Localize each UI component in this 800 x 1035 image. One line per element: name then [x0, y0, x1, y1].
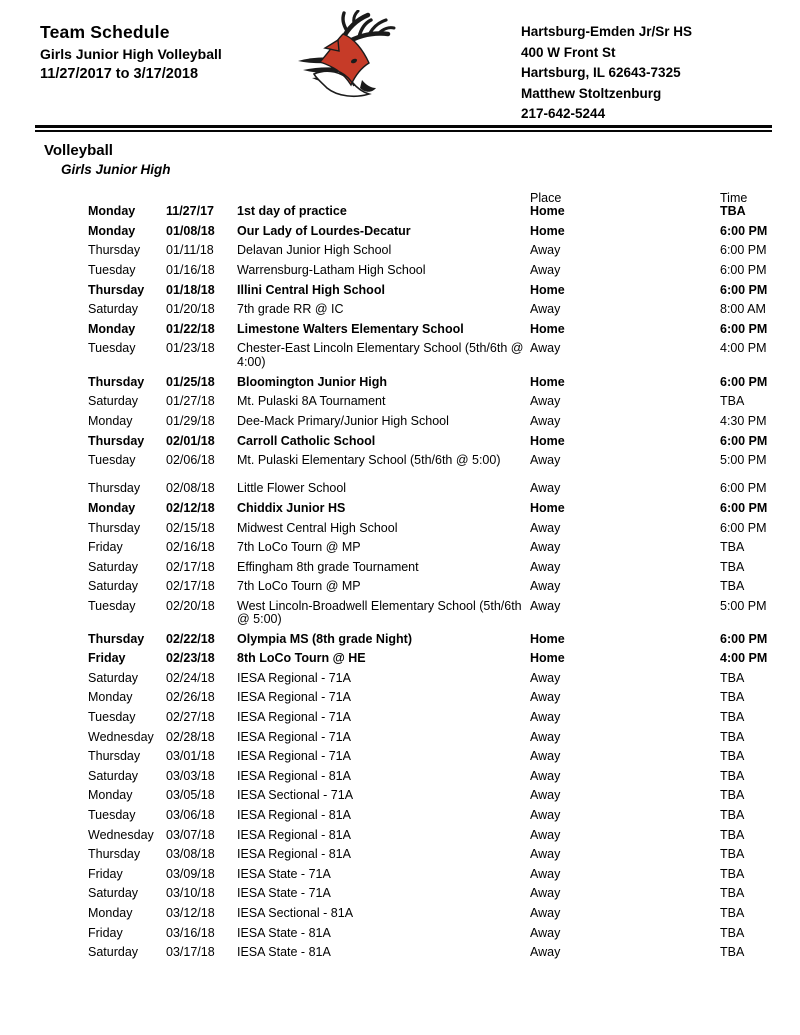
- cell-time: 6:00 PM: [720, 282, 768, 297]
- cell-day: Monday: [88, 690, 133, 705]
- cell-opponent: Bloomington Junior High: [237, 374, 387, 389]
- cell-day: Tuesday: [88, 341, 136, 356]
- cell-date: 02/17/18: [166, 579, 215, 594]
- cell-day: Monday: [88, 500, 136, 515]
- cell-day: Saturday: [88, 302, 139, 317]
- schedule-row: [0, 502, 800, 515]
- cell-place: Away: [530, 394, 561, 409]
- cell-opponent: Illini Central High School: [237, 282, 385, 297]
- schedule-row: [0, 633, 800, 646]
- schedule-row: [0, 284, 800, 297]
- schedule-row: [0, 829, 800, 842]
- cell-time: 8:00 AM: [720, 302, 766, 317]
- cell-date: 03/03/18: [166, 768, 215, 783]
- cell-place: Away: [530, 808, 561, 823]
- cell-opponent: IESA Regional - 71A: [237, 749, 351, 764]
- cell-date: 03/05/18: [166, 788, 215, 803]
- cell-time: TBA: [720, 768, 745, 783]
- cell-date: 02/28/18: [166, 729, 215, 744]
- cell-opponent: IESA Regional - 71A: [237, 690, 351, 705]
- cell-place: Away: [530, 670, 561, 685]
- cell-date: 02/23/18: [166, 651, 215, 666]
- cell-opponent: IESA State - 81A: [237, 925, 331, 940]
- cell-place: Home: [530, 374, 565, 389]
- cell-opponent: Delavan Junior High School: [237, 243, 392, 258]
- cell-place: Away: [530, 540, 561, 555]
- cell-opponent: Mt. Pulaski Elementary School (5th/6th @ 5:00): [237, 453, 501, 468]
- cell-day: Tuesday: [88, 710, 136, 725]
- schedule-row: [0, 376, 800, 389]
- cell-time: TBA: [720, 204, 746, 219]
- schedule-row: [0, 395, 800, 408]
- cell-date: 02/08/18: [166, 481, 215, 496]
- cell-day: Thursday: [88, 243, 141, 258]
- cell-date: 02/12/18: [166, 500, 215, 515]
- cell-time: 4:30 PM: [720, 413, 767, 428]
- cell-place: Home: [530, 500, 565, 515]
- cell-day: Saturday: [88, 559, 139, 574]
- schedule-row: [0, 731, 800, 744]
- cell-opponent: IESA State - 71A: [237, 866, 331, 881]
- cell-date: 02/06/18: [166, 453, 215, 468]
- team-subtitle: Girls Junior High Volleyball: [40, 46, 222, 62]
- schedule-row: [0, 323, 800, 336]
- cell-date: 02/24/18: [166, 670, 215, 685]
- school-name: Hartsburg-Emden Jr/Sr HS: [521, 24, 693, 39]
- school-address: 400 W Front St: [521, 44, 616, 60]
- page-title: Team Schedule: [40, 22, 170, 42]
- cell-opponent: IESA Sectional - 71A: [237, 788, 354, 803]
- cell-place: Away: [530, 413, 561, 428]
- schedule-row: [0, 205, 800, 218]
- cell-opponent: Chester-East Lincoln Elementary School (5th/6th @ 4:00): [237, 341, 524, 369]
- cell-day: Monday: [88, 321, 136, 336]
- cell-opponent: IESA Sectional - 81A: [237, 906, 354, 921]
- cell-time: TBA: [720, 847, 745, 862]
- cell-place: Home: [530, 204, 565, 219]
- school-info-block: [521, 22, 692, 125]
- cell-opponent: 7th LoCo Tourn @ MP: [237, 579, 361, 594]
- cell-place: Away: [530, 520, 561, 535]
- stag-mascot-logo-icon: [296, 10, 396, 102]
- schedule-row: [0, 750, 800, 763]
- contact-phone: 217-642-5244: [521, 106, 606, 121]
- cell-date: 01/23/18: [166, 341, 215, 356]
- cell-place: Away: [530, 579, 561, 594]
- cell-time: TBA: [720, 906, 745, 921]
- cell-place: Away: [530, 341, 561, 356]
- cell-opponent: Limestone Walters Elementary School: [237, 321, 464, 336]
- cell-time: TBA: [720, 690, 745, 705]
- schedule-row: [0, 809, 800, 822]
- cell-place: Away: [530, 886, 561, 901]
- cell-time: 5:00 PM: [720, 598, 767, 613]
- cell-place: Away: [530, 559, 561, 574]
- schedule-row: [0, 946, 800, 959]
- cell-date: 03/07/18: [166, 827, 215, 842]
- cell-day: Tuesday: [88, 598, 136, 613]
- cell-day: Monday: [88, 906, 133, 921]
- cell-opponent: Little Flower School: [237, 481, 347, 496]
- cell-time: 6:00 PM: [720, 262, 767, 277]
- cell-day: Thursday: [88, 481, 141, 496]
- cell-opponent: Chiddix Junior HS: [237, 500, 346, 515]
- cell-time: 5:00 PM: [720, 453, 767, 468]
- cell-time: 6:00 PM: [720, 321, 768, 336]
- cell-date: 01/08/18: [166, 223, 215, 238]
- cell-day: Thursday: [88, 847, 141, 862]
- cell-place: Away: [530, 866, 561, 881]
- cell-time: TBA: [720, 866, 745, 881]
- cell-day: Saturday: [88, 394, 139, 409]
- cell-date: 03/08/18: [166, 847, 215, 862]
- schedule-row: [0, 244, 800, 257]
- sport-heading: Volleyball: [44, 142, 113, 159]
- cell-day: Monday: [88, 223, 136, 238]
- cell-opponent: Effingham 8th grade Tournament: [237, 559, 419, 574]
- schedule-row: [0, 887, 800, 900]
- cell-day: Wednesday: [88, 729, 154, 744]
- cell-date: 02/26/18: [166, 690, 215, 705]
- cell-place: Away: [530, 598, 561, 613]
- cell-time: TBA: [720, 540, 745, 555]
- cell-time: 6:00 PM: [720, 243, 767, 258]
- cell-time: TBA: [720, 394, 745, 409]
- cell-time: TBA: [720, 670, 745, 685]
- cell-time: 6:00 PM: [720, 374, 768, 389]
- schedule-row: [0, 927, 800, 940]
- team-heading: Girls Junior High: [61, 162, 171, 177]
- cell-day: Tuesday: [88, 453, 136, 468]
- school-city-state-zip: Hartsburg, IL 62643-7325: [521, 65, 681, 80]
- cell-opponent: Midwest Central High School: [237, 520, 398, 535]
- cell-date: 02/16/18: [166, 540, 215, 555]
- cell-day: Tuesday: [88, 262, 136, 277]
- cell-date: 01/16/18: [166, 262, 215, 277]
- cell-opponent: Dee-Mack Primary/Junior High School: [237, 413, 449, 428]
- cell-time: 6:00 PM: [720, 481, 767, 496]
- cell-day: Thursday: [88, 433, 145, 448]
- cell-day: Thursday: [88, 282, 145, 297]
- document-header: [0, 0, 800, 125]
- cell-place: Home: [530, 433, 565, 448]
- double-rule-divider: [35, 125, 772, 132]
- schedule-row: [0, 482, 800, 495]
- cell-time: TBA: [720, 886, 745, 901]
- cell-opponent: 8th LoCo Tourn @ HE: [237, 651, 366, 666]
- cell-place: Home: [530, 631, 565, 646]
- cell-opponent: IESA State - 71A: [237, 886, 331, 901]
- schedule-row: [0, 848, 800, 861]
- cell-date: 03/17/18: [166, 945, 215, 960]
- schedule-table: [0, 192, 800, 959]
- cell-date: 02/15/18: [166, 520, 215, 535]
- cell-date: 02/22/18: [166, 631, 215, 646]
- schedule-row: [0, 907, 800, 920]
- schedule-row: [0, 789, 800, 802]
- col-header-time: Time: [720, 191, 748, 205]
- schedule-row: [0, 711, 800, 724]
- schedule-row: [0, 580, 800, 593]
- cell-place: Away: [530, 925, 561, 940]
- cell-opponent: Olympia MS (8th grade Night): [237, 631, 413, 646]
- cell-place: Away: [530, 749, 561, 764]
- cell-place: Away: [530, 481, 561, 496]
- cell-opponent: IESA Regional - 81A: [237, 808, 351, 823]
- cell-time: 6:00 PM: [720, 223, 768, 238]
- date-range: 11/27/2017 to 3/17/2018: [40, 66, 199, 82]
- schedule-row: [0, 561, 800, 574]
- schedule-row: [0, 225, 800, 238]
- cell-day: Friday: [88, 866, 123, 881]
- cell-place: Away: [530, 302, 561, 317]
- cell-place: Away: [530, 788, 561, 803]
- cell-day: Thursday: [88, 374, 145, 389]
- cell-opponent: 7th LoCo Tourn @ MP: [237, 540, 361, 555]
- cell-date: 03/09/18: [166, 866, 215, 881]
- schedule-row: [0, 264, 800, 277]
- cell-place: Home: [530, 223, 565, 238]
- cell-day: Saturday: [88, 579, 139, 594]
- cell-day: Monday: [88, 204, 136, 219]
- cell-opponent: Mt. Pulaski 8A Tournament: [237, 394, 386, 409]
- schedule-row: [0, 541, 800, 554]
- cell-opponent: Our Lady of Lourdes-Decatur: [237, 223, 411, 238]
- schedule-row: [0, 672, 800, 685]
- cell-time: 4:00 PM: [720, 651, 768, 666]
- cell-time: 4:00 PM: [720, 341, 767, 356]
- cell-time: TBA: [720, 559, 745, 574]
- cell-time: 6:00 PM: [720, 500, 768, 515]
- cell-place: Away: [530, 945, 561, 960]
- cell-time: 6:00 PM: [720, 433, 768, 448]
- cell-place: Away: [530, 243, 561, 258]
- schedule-row: [0, 342, 800, 368]
- cell-day: Monday: [88, 788, 133, 803]
- cell-date: 01/25/18: [166, 374, 215, 389]
- cell-opponent: 1st day of practice: [237, 204, 347, 219]
- schedule-row: [0, 454, 800, 467]
- cell-opponent: 7th grade RR @ IC: [237, 302, 344, 317]
- title-block: [40, 22, 222, 82]
- cell-day: Saturday: [88, 886, 139, 901]
- contact-name: Matthew Stoltzenburg: [521, 85, 662, 101]
- schedule-row: [0, 652, 800, 665]
- cell-time: TBA: [720, 827, 745, 842]
- schedule-row: [0, 600, 800, 626]
- schedule-row: [0, 435, 800, 448]
- cell-opponent: Warrensburg-Latham High School: [237, 262, 426, 277]
- cell-opponent: IESA Regional - 71A: [237, 729, 351, 744]
- cell-place: Home: [530, 321, 565, 336]
- cell-day: Thursday: [88, 749, 141, 764]
- schedule-rows: [0, 205, 800, 959]
- col-header-place: Place: [530, 191, 562, 205]
- cell-date: 03/10/18: [166, 886, 215, 901]
- cell-opponent: IESA Regional - 71A: [237, 710, 351, 725]
- schedule-row: [0, 522, 800, 535]
- schedule-row: [0, 868, 800, 881]
- cell-day: Friday: [88, 651, 126, 666]
- cell-day: Wednesday: [88, 827, 154, 842]
- cell-date: 03/01/18: [166, 749, 215, 764]
- cell-time: TBA: [720, 749, 745, 764]
- cell-opponent: IESA Regional - 81A: [237, 768, 351, 783]
- cell-date: 01/29/18: [166, 413, 215, 428]
- cell-time: TBA: [720, 579, 745, 594]
- cell-place: Away: [530, 827, 561, 842]
- cell-time: TBA: [720, 945, 745, 960]
- cell-place: Away: [530, 690, 561, 705]
- schedule-row: [0, 691, 800, 704]
- cell-date: 03/12/18: [166, 906, 215, 921]
- cell-opponent: IESA State - 81A: [237, 945, 331, 960]
- cell-day: Saturday: [88, 768, 139, 783]
- cell-day: Thursday: [88, 520, 141, 535]
- cell-time: TBA: [720, 925, 745, 940]
- cell-date: 03/16/18: [166, 925, 215, 940]
- cell-time: TBA: [720, 788, 745, 803]
- schedule-row: [0, 303, 800, 316]
- cell-date: 01/11/18: [166, 243, 214, 258]
- cell-date: 02/20/18: [166, 598, 215, 613]
- cell-day: Monday: [88, 413, 133, 428]
- cell-time: TBA: [720, 729, 745, 744]
- cell-date: 11/27/17: [166, 204, 214, 219]
- cell-place: Away: [530, 768, 561, 783]
- cell-place: Away: [530, 847, 561, 862]
- cell-date: 01/22/18: [166, 321, 215, 336]
- cell-day: Tuesday: [88, 808, 136, 823]
- schedule-row: [0, 415, 800, 428]
- cell-date: 01/18/18: [166, 282, 215, 297]
- cell-date: 03/06/18: [166, 808, 215, 823]
- cell-date: 01/27/18: [166, 394, 215, 409]
- cell-opponent: IESA Regional - 81A: [237, 847, 351, 862]
- cell-opponent: IESA Regional - 81A: [237, 827, 351, 842]
- cell-place: Home: [530, 651, 565, 666]
- cell-date: 02/27/18: [166, 710, 215, 725]
- cell-place: Away: [530, 262, 561, 277]
- cell-place: Away: [530, 906, 561, 921]
- cell-time: 6:00 PM: [720, 631, 768, 646]
- cell-place: Away: [530, 710, 561, 725]
- cell-day: Friday: [88, 540, 123, 555]
- cell-day: Friday: [88, 925, 123, 940]
- cell-opponent: West Lincoln-Broadwell Elementary School (5th/6th @ 5:00): [237, 598, 522, 627]
- cell-place: Away: [530, 729, 561, 744]
- cell-place: Away: [530, 453, 561, 468]
- cell-day: Saturday: [88, 945, 139, 960]
- cell-time: TBA: [720, 710, 745, 725]
- cell-date: 01/20/18: [166, 302, 215, 317]
- cell-day: Thursday: [88, 631, 145, 646]
- schedule-row: [0, 770, 800, 783]
- cell-date: 02/01/18: [166, 433, 215, 448]
- cell-time: TBA: [720, 808, 745, 823]
- cell-place: Home: [530, 282, 565, 297]
- cell-opponent: Carroll Catholic School: [237, 433, 376, 448]
- cell-date: 02/17/18: [166, 559, 215, 574]
- cell-time: 6:00 PM: [720, 520, 767, 535]
- cell-opponent: IESA Regional - 71A: [237, 670, 351, 685]
- cell-day: Saturday: [88, 670, 139, 685]
